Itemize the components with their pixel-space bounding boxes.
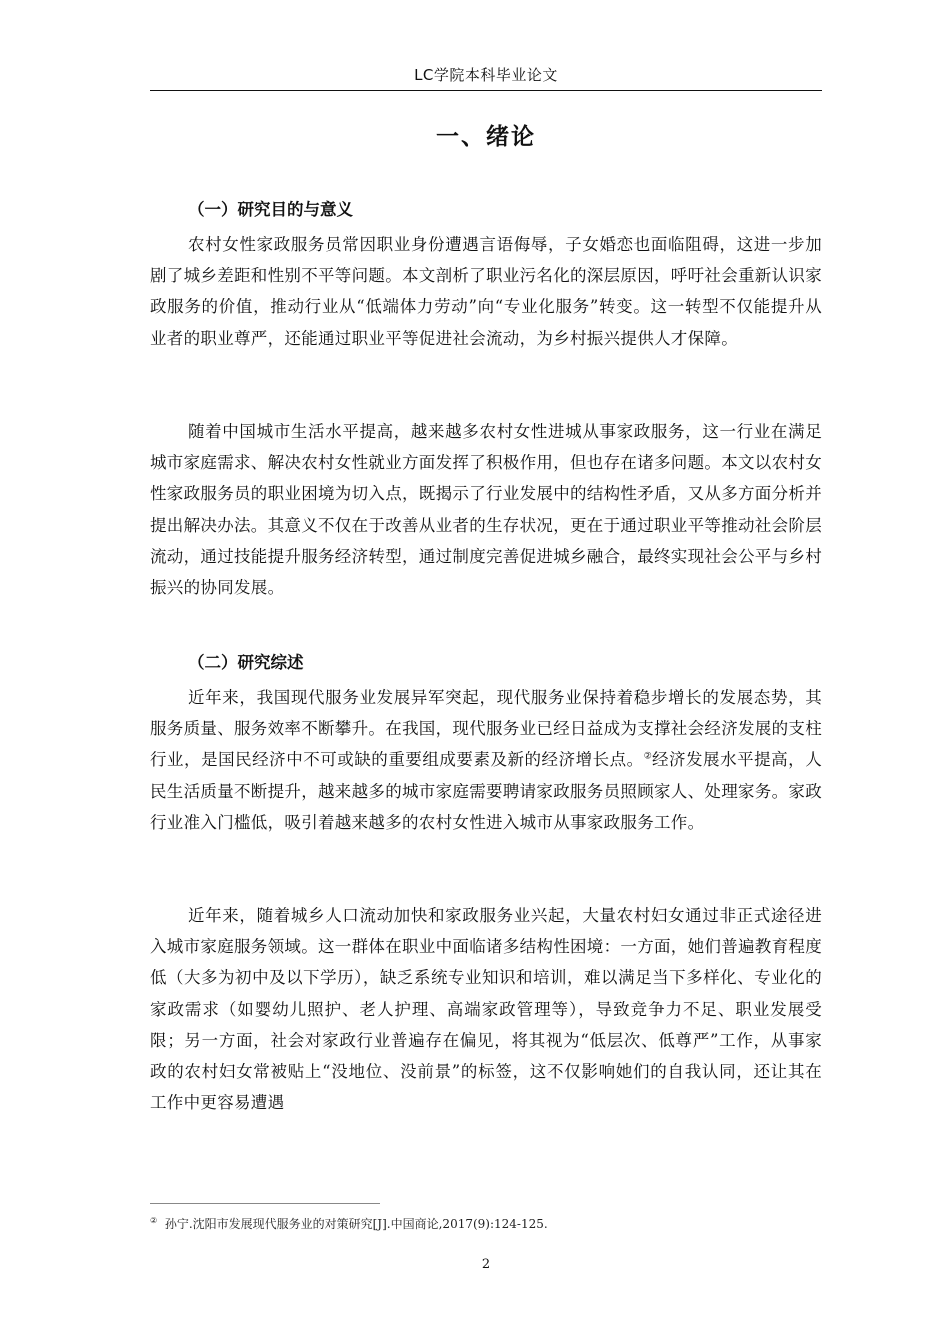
paragraph-purpose-2: 随着中国城市生活水平提高，越来越多农村女性进城从事家政服务，这一行业在满足城市家庭需求、解决农村女性就业方面发挥了积极作用，但也存在诸多问题。本文以农村女性家政服务员的职业困境为切入点，既揭示了行业发展中的结构性矛盾，又从多方面分析并提出解决办法。其意义不仅在于改善从业者的生存状况，更在于通过职业平等推动社会阶层流动，通过技能提升服务经济转型，通过制度完善促进城乡融合，最终实现社会公平与乡村振兴的协同发展。 xyxy=(150,422,822,598)
section-heading-review: （二）研究综述 xyxy=(188,653,304,672)
footnote-reference-mark[interactable]: ② xyxy=(643,751,652,762)
running-header: LC学院本科毕业论文 xyxy=(414,66,558,84)
paragraph-review-1-part-b: 经济发展水平提高，人民生活质量不断提升，越来越多的城市家庭需要聘请家政服务员照顾家人、处理家务。家政行业准入门槛低，吸引着越来越多的农村女性进入城市从事家政服务工作。 xyxy=(150,750,822,832)
paragraph-review-1 xyxy=(150,682,822,838)
section-heading-purpose: （一）研究目的与意义 xyxy=(188,200,353,219)
chapter-title: 一、绪论 xyxy=(436,124,536,150)
header-rule xyxy=(150,90,822,91)
footnote xyxy=(150,1213,822,1232)
page-number: 2 xyxy=(481,1257,491,1272)
paragraph-review-1-part-a: 近年来，我国现代服务业发展异军突起，现代服务业保持着稳步增长的发展态势，其服务质量、服务效率不断攀升。在我国，现代服务业已经日益成为支撑社会经济发展的支柱行业，是国民经济中不可或缺的重要组成要素及新的经济增长点。 xyxy=(150,688,822,770)
footnote-rule xyxy=(150,1203,380,1204)
paragraph-review-2: 近年来，随着城乡人口流动加快和家政服务业兴起，大量农村妇女通过非正式途径进入城市家庭服务领域。这一群体在职业中面临诸多结构性困境：一方面，她们普遍教育程度低（大多为初中及以下学历），缺乏系统专业知识和培训，难以满足当下多样化、专业化的家政需求（如婴幼儿照护、老人护理、高端家政管理等），导致竞争力不足、职业发展受限；另一方面，社会对家政行业普遍存在偏见，将其视为“低层次、低尊严”工作，从事家政的农村妇女常被贴上“没地位、没前景”的标签，这不仅影响她们的自我认同，还让其在工作中更容易遭遇 xyxy=(150,906,822,1113)
paragraph-purpose-1: 农村女性家政服务员常因职业身份遭遇言语侮辱，子女婚恋也面临阻碍，这进一步加剧了城乡差距和性别不平等问题。本文剖析了职业污名化的深层原因，呼吁社会重新认识家政服务的价值，推动行业从“低端体力劳动”向“专业化服务”转变。这一转型不仅能提升从业者的职业尊严，还能通过职业平等促进社会流动，为乡村振兴提供人才保障。 xyxy=(150,235,822,348)
footnote-text: 孙宁.沈阳市发展现代服务业的对策研究[J].中国商论,2017(9):124-125. xyxy=(164,1217,548,1231)
footnote-mark: ② xyxy=(150,1216,158,1225)
